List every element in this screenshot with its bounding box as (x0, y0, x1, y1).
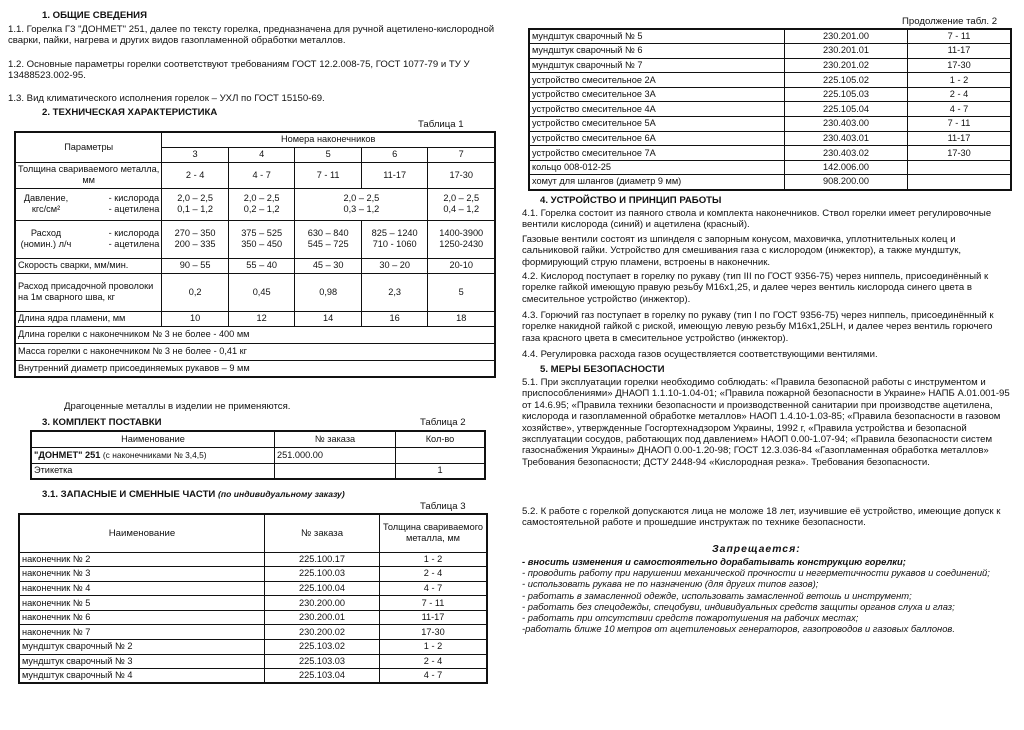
table-cell: 225.105.04 (785, 102, 908, 117)
section4-p1: 4.1. Горелка состоит из паяного ствола и комплекта наконечников. Ствол горелки имеет регулировочные вентили кислорода (синий) и ацетилена (красный). (522, 208, 992, 231)
cell (361, 220, 428, 258)
cell (295, 220, 362, 258)
table1-num: 3 (162, 147, 229, 162)
table-row (529, 117, 1011, 132)
sub-acetylene: - ацетилена (108, 204, 160, 214)
table3-header-name: Наименование (19, 514, 265, 552)
section4-p4: 4.3. Горючий газ поступает в горелку по рукаву (тип I по ГОСТ 9356-75) через ниппель, присоединённый к горелке накидной гайкой с риской, имеющую левую резьбу М16х1,25LH, и далее через вентиль горючего газа красного цвета в смесительное устройство (инжектор). (522, 310, 994, 344)
cell: 251.000.00 (275, 447, 396, 463)
cell: 16 (361, 311, 428, 326)
section31-title (42, 489, 345, 500)
val: 2,0 – 2,5 (443, 193, 480, 203)
table1-num: 6 (361, 147, 428, 162)
pressure-sublabels (109, 193, 160, 215)
sub-oxygen: - кислорода (108, 228, 160, 238)
cell: 4 - 7 (228, 162, 295, 188)
table1-header-params: Параметры (15, 132, 162, 162)
val: 0,4 – 1,2 (443, 204, 480, 214)
cell (295, 188, 428, 220)
table-cell: 230.201.00 (785, 29, 908, 44)
table-cell: 7 - 11 (908, 29, 1012, 44)
val: 2,0 – 2,5 (243, 193, 280, 203)
table-row (529, 73, 1011, 88)
table-row (529, 58, 1011, 73)
row-flow-label (15, 220, 162, 258)
row-core-label: Длина ядра пламени, мм (15, 311, 162, 326)
precious-metals-note: Драгоценные металлы в изделии не применяются. (64, 401, 291, 412)
forbid-item: - использовать рукава не по назначению (для других типов газов); (522, 578, 819, 590)
cell (428, 220, 495, 258)
table-row (19, 552, 487, 567)
table-cell: устройство смесительное 4А (529, 102, 785, 117)
table-cell: 4 - 7 (380, 581, 488, 596)
forbid-item: - проводить работу при нарушении механической прочности и негерметичности рукавов и соединений; (522, 567, 990, 579)
table-cell: устройство смесительное 3А (529, 87, 785, 102)
section4-p5: 4.4. Регулировка расхода газов осуществляется соответствующими вентилями. (522, 349, 878, 360)
section3-title: 3. КОМПЛЕКТ ПОСТАВКИ (42, 417, 162, 428)
section1-p2: 1.2. Основные параметры горелки соответствуют требованиям ГОСТ 12.2.008-75, ГОСТ 1077-79 и ТУ У 13488523.002-95. (8, 59, 470, 82)
cell (228, 188, 295, 220)
table2-continuation (528, 28, 1012, 191)
table-row (19, 625, 487, 640)
table-cell: 4 - 7 (380, 669, 488, 684)
table-cell: устройство смесительное 2А (529, 73, 785, 88)
cell: 5 (428, 273, 495, 311)
table-cell: устройство смесительное 7А (529, 146, 785, 161)
forbid-item: - работать без спецодежды, спецобуви, индивидуальных средств защиты органов слуха и глаз; (522, 600, 955, 612)
table-cell: мундштук сварочный № 2 (19, 640, 265, 655)
table-cell: 230.403.02 (785, 146, 908, 161)
table-cell: 17-30 (908, 58, 1012, 73)
table-row (19, 567, 487, 582)
table-cell: устройство смесительное 5А (529, 117, 785, 132)
section1-title: 1. ОБЩИЕ СВЕДЕНИЯ (42, 10, 147, 21)
section4-title: 4. УСТРОЙСТВО И ПРИНЦИП РАБОТЫ (540, 195, 722, 206)
val: 710 - 1060 (372, 239, 417, 249)
table-row (529, 44, 1011, 59)
table-cell: 2 - 4 (380, 654, 488, 669)
section1-p3: 1.3. Вид климатического исполнения горелок – УХЛ по ГОСТ 15150-69. (8, 93, 325, 104)
table-cell: 1 - 2 (380, 552, 488, 567)
sub-acetylene: - ацетилена (108, 239, 160, 249)
table-cell: 2 - 4 (380, 567, 488, 582)
row-speed-label: Скорость сварки, мм/мин. (15, 258, 162, 273)
section4-p2: Газовые вентили состоят из шпинделя с запорным конусом, маховичка, уплотнительных колец и сальниковой гайки. Устройство для смешивания газа с кислородом (инжектор), а также мундштук, формирующий струю пламени, встроены в наконечник. (522, 234, 962, 268)
section2-title: 2. ТЕХНИЧЕСКАЯ ХАРАКТЕРИСТИКА (42, 107, 218, 118)
table-cell: 225.103.03 (265, 654, 380, 669)
table1-num: 4 (228, 147, 295, 162)
val: 1400-3900 (439, 228, 484, 238)
cell (228, 220, 295, 258)
cell: 17-30 (428, 162, 495, 188)
table-row (19, 669, 487, 684)
table-cell: наконечник № 6 (19, 610, 265, 625)
table-cell: 2 - 4 (908, 87, 1012, 102)
table-cell: наконечник № 7 (19, 625, 265, 640)
cell: 20-10 (428, 258, 495, 273)
table-cell: наконечник № 2 (19, 552, 265, 567)
table-cell: 230.200.01 (265, 610, 380, 625)
table-cell: 7 - 11 (380, 596, 488, 611)
table3-number: Таблица 3 (420, 501, 466, 512)
forbidden-list (522, 556, 1010, 634)
forbid-item: - вносить изменения и самостоятельно дорабатывать конструкцию горелки; (522, 556, 906, 567)
cell: 0,45 (228, 273, 295, 311)
table-cell: 4 - 7 (908, 102, 1012, 117)
table-row (529, 146, 1011, 161)
table-row (19, 654, 487, 669)
cell: 2,3 (361, 273, 428, 311)
table-cell: мундштук сварочный № 3 (19, 654, 265, 669)
product-name: "ДОНМЕТ" 251 (34, 449, 101, 460)
val: 200 – 335 (174, 239, 216, 249)
table-cell: 17-30 (380, 625, 488, 640)
cell: 30 – 20 (361, 258, 428, 273)
table2-header-qty: Кол-во (396, 431, 486, 447)
table1-number: Таблица 1 (418, 119, 464, 130)
table1-num: 5 (295, 147, 362, 162)
table-cell: 225.100.04 (265, 581, 380, 596)
section31-title-text: 3.1. ЗАПАСНЫЕ И СМЕННЫЕ ЧАСТИ (42, 489, 216, 500)
table-cell: 11-17 (908, 131, 1012, 146)
continuation-body (529, 29, 1011, 190)
table-cell: мундштук сварочный № 4 (19, 669, 265, 684)
val: 825 – 1240 (371, 228, 418, 238)
table3-spare-parts (18, 513, 488, 684)
val: 375 – 525 (241, 228, 283, 238)
table-cell: 1 - 2 (908, 73, 1012, 88)
table-cell: 230.201.02 (785, 58, 908, 73)
torch-length: Длина горелки с наконечником № 3 не более - 400 мм (15, 326, 495, 343)
table-row (529, 175, 1011, 190)
val: 350 – 450 (241, 239, 283, 249)
table-row (529, 160, 1011, 175)
val: 0,1 – 1,2 (177, 204, 213, 214)
table2-number: Таблица 2 (420, 417, 466, 428)
table-row (529, 87, 1011, 102)
table-cell (908, 160, 1012, 175)
table-cell: устройство смесительное 6А (529, 131, 785, 146)
table2-header-name: Наименование (31, 431, 275, 447)
val: 1250-2430 (439, 239, 484, 249)
table-cell: 230.403.01 (785, 131, 908, 146)
table-cell: мундштук сварочный № 7 (529, 58, 785, 73)
table-cell: 230.201.01 (785, 44, 908, 59)
table-cell: 7 - 11 (908, 117, 1012, 132)
cell: 45 – 30 (295, 258, 362, 273)
section5-title: 5. МЕРЫ БЕЗОПАСНОСТИ (540, 364, 665, 375)
table-row (529, 29, 1011, 44)
cell (275, 463, 396, 479)
table-cell: кольцо 008-012-25 (529, 160, 785, 175)
continuation-label: Продолжение табл. 2 (902, 16, 998, 27)
row-pressure-label (15, 188, 162, 220)
val: 2,0 – 2,5 (343, 193, 380, 203)
table1-header-nums: Номера наконечников (162, 132, 495, 147)
table-row (19, 581, 487, 596)
flow-label: Расход (номин.) л/ч (20, 228, 72, 249)
forbid-item: - работать при отсутствии средств пожаротушения на рабочих местах; (522, 612, 859, 624)
cell: 90 – 55 (162, 258, 229, 273)
section5-p2: 5.2. К работе с горелкой допускаются лица не моложе 18 лет, изучившие её устройство, имеющие допуск к самостоятельной работе и прошедшие инструктаж по технике безопасности. (522, 506, 1001, 529)
cell: 10 (162, 311, 229, 326)
forbid-item: -работать ближе 10 метров от ацетиленовых генераторов, газопроводов и газовых баллонов. (522, 623, 955, 635)
cell (162, 188, 229, 220)
table-cell: 225.103.04 (265, 669, 380, 684)
table-cell: 225.103.02 (265, 640, 380, 655)
table-cell: мундштук сварочный № 6 (529, 44, 785, 59)
table1-num: 7 (428, 147, 495, 162)
table-cell: наконечник № 3 (19, 567, 265, 582)
row-wire-label: Расход присадочной проволоки на 1м сварного шва, кг (15, 273, 162, 311)
table-cell: 230.403.00 (785, 117, 908, 132)
cell: 7 - 11 (295, 162, 362, 188)
table-cell: 225.105.03 (785, 87, 908, 102)
table-row (19, 610, 487, 625)
cell (162, 220, 229, 258)
val: 545 – 725 (307, 239, 349, 249)
table-cell: хомут для шлангов (диаметр 9 мм) (529, 175, 785, 190)
table-cell: наконечник № 5 (19, 596, 265, 611)
table2-delivery (30, 430, 486, 480)
table-row (19, 596, 487, 611)
cell: Этикетка (31, 463, 275, 479)
pressure-label: Давление, кгс/см² (23, 193, 69, 214)
val: 270 – 350 (174, 228, 216, 238)
table-cell: 225.100.17 (265, 552, 380, 567)
val: 2,0 – 2,5 (177, 193, 213, 203)
product-note: (с наконечниками № 3,4,5) (102, 449, 207, 460)
table-row (529, 102, 1011, 117)
cell: 18 (428, 311, 495, 326)
torch-mass: Масса горелки с наконечником № 3 не более - 0,41 кг (15, 343, 495, 360)
section4-p3: 4.2. Кислород поступает в горелку по рукаву (тип III по ГОСТ 9356-75) через ниппель, присоединённый к горелке гайкой имеющую правую резьбу М16х1,25, и далее через вентиль кислорода синего цвета в смесительное устройство (инжектор). (522, 271, 989, 305)
table3-header-thickness: Толщина свариваемого металла, мм (380, 514, 488, 552)
cell: 2 - 4 (162, 162, 229, 188)
flow-sublabels (109, 228, 160, 250)
cell (428, 188, 495, 220)
table-cell: 17-30 (908, 146, 1012, 161)
table-row (19, 640, 487, 655)
cell: 55 – 40 (228, 258, 295, 273)
hose-diameter: Внутренний диаметр присоединяемых рукавов – 9 мм (15, 360, 495, 377)
table-cell: наконечник № 4 (19, 581, 265, 596)
cell: 11-17 (361, 162, 428, 188)
cell (396, 447, 486, 463)
val: 0,3 – 1,2 (343, 204, 380, 214)
sub-oxygen: - кислорода (108, 193, 160, 203)
table-cell: 1 - 2 (380, 640, 488, 655)
forbidden-title: Запрещается: (712, 544, 801, 555)
table3-header-order: № заказа (265, 514, 380, 552)
table1-tech-specs (14, 131, 496, 378)
row-thickness-label: Толщина свариваемого металла, мм (15, 162, 162, 188)
cell: 14 (295, 311, 362, 326)
table2-header-order: № заказа (275, 431, 396, 447)
table-cell: 11-17 (380, 610, 488, 625)
val: 630 – 840 (307, 228, 349, 238)
cell: 0,2 (162, 273, 229, 311)
table-cell: 230.200.02 (265, 625, 380, 640)
section1-p1: 1.1. Горелка Г3 "ДОНМЕТ" 251, далее по тексту горелка, предназначена для ручной ацетилено-кислородной сварки, пайки, нагрева и других видов газопламенной обработки металлов. (8, 24, 495, 47)
table-cell: 142.006.00 (785, 160, 908, 175)
val: 0,2 – 1,2 (243, 204, 280, 214)
table-cell (908, 175, 1012, 190)
table-cell: мундштук сварочный № 5 (529, 29, 785, 44)
cell: 12 (228, 311, 295, 326)
section31-title-note: (по индивидуальному заказу) (218, 489, 345, 499)
cell: 0,98 (295, 273, 362, 311)
forbid-item: - работать в замасленной одежде, использовать замасленной ветошь и инструмент; (522, 589, 912, 601)
cell: 1 (396, 463, 486, 479)
table-row (31, 447, 275, 463)
table-cell: 11-17 (908, 44, 1012, 59)
table-cell: 230.200.00 (265, 596, 380, 611)
table-row (529, 131, 1011, 146)
section5-p1: 5.1. При эксплуатации горелки необходимо соблюдать: «Правила безопасной работы с инструментом и приспособлениями» ДНАОП 1.1.10-1.04-01; «Правила пожарной безопасности в Украине» НАПБ А.01.001-95 от 14.6.95; «Правила техники безопасности и производственной санитарии при производстве ацетилена, кислорода и газопламенной обработке металлов» НАОП 1.4.10-1.03-85; «Правила безопасности в газовом хозяйстве», утвержденные Госгортехнадзором Украины, 1992 г, «Правила устройства и безопасной эксплуатации сосудов, работающих под давлением» НАОП 0.00-1.07-94; «Правила безопасности систем газоснабжения Украины» ДНАОП 0.00-1.20-98; ГОСТ 12.3.036-84 «Газопламенная обработка металлов» Требования безопасности; ДСТУ 2448-94 «Кислородная резка». Требования безопасности. (522, 377, 1010, 468)
table-cell: 908.200.00 (785, 175, 908, 190)
table-cell: 225.100.03 (265, 567, 380, 582)
table-cell: 225.105.02 (785, 73, 908, 88)
table3-body (19, 552, 487, 683)
